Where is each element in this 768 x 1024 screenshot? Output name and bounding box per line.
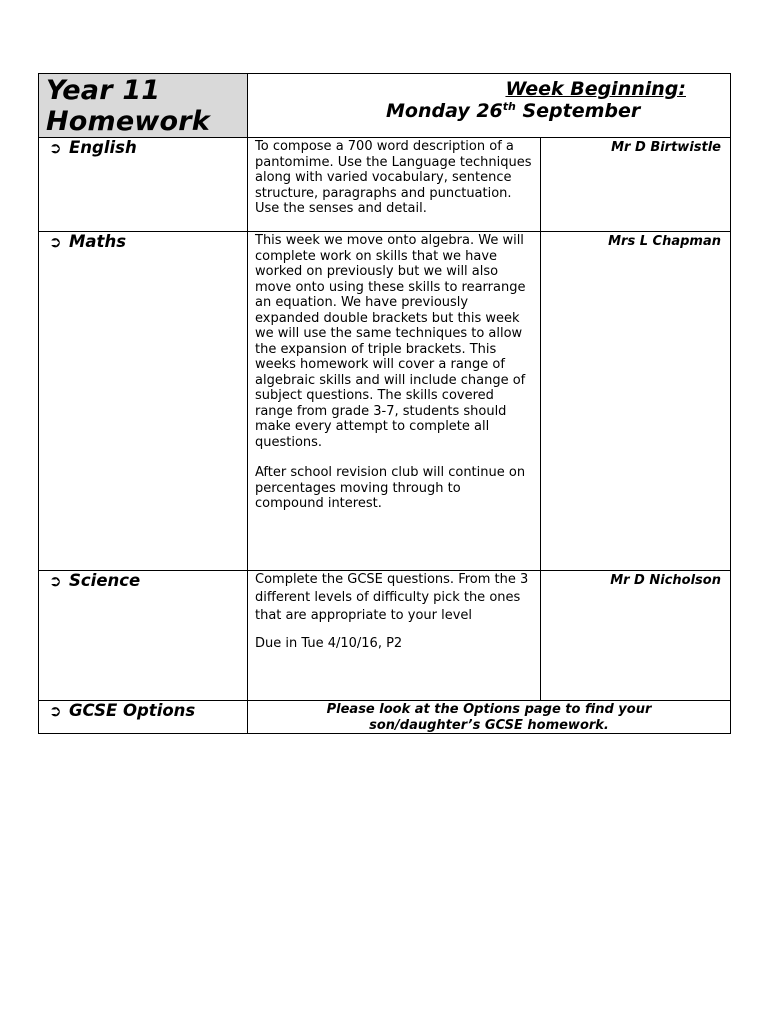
description-cell: [248, 232, 541, 571]
circled-arrow-right-icon: ➲: [49, 702, 62, 720]
title-cell: [39, 74, 248, 138]
circled-arrow-right-icon: ➲: [49, 572, 62, 590]
due-date-text: Due in Tue 4/10/16, P2: [255, 636, 403, 651]
week-date: [248, 100, 730, 132]
options-note: Please look at the Options page to find your son/daughter’s GCSE homework.: [326, 702, 652, 733]
teacher-name: Mr D Nicholson: [610, 573, 721, 588]
teacher-name: Mrs L Chapman: [608, 234, 721, 249]
subject-row-maths: [39, 232, 731, 571]
description-text: After school revision club will continue on percentages moving through to compound interest.: [255, 465, 526, 511]
teacher-cell: [541, 232, 731, 571]
subject-cell: [39, 138, 248, 232]
title-line-1: Year 11: [46, 75, 161, 106]
homework-table: [38, 73, 731, 734]
description-text: This week we move onto algebra. We will complete work on skills that we have worked on previously but we will also move onto using these skills to rearrange an equation. We have previously expanded double brackets but this week we will use the same techniques to allow the expansion of triple brackets. This weeks homework will cover a range of algebraic skills and will include change of subject questions. The skills covered range from grade 3-7, students should make every attempt to complete all questions.: [255, 233, 526, 450]
subject-cell: [39, 232, 248, 571]
title-line-2: Homework: [46, 106, 210, 137]
circled-arrow-right-icon: ➲: [49, 139, 62, 157]
subject-name: Science: [69, 571, 141, 590]
subject-name: GCSE Options: [69, 701, 196, 720]
week-beginning-label: Week Beginning:: [505, 78, 686, 100]
subject-name: Maths: [69, 232, 127, 251]
gcse-options-row: [39, 701, 731, 734]
subject-cell: [39, 701, 248, 734]
week-day: Monday 26: [386, 100, 503, 122]
circled-arrow-right-icon: ➲: [49, 233, 62, 251]
week-day-suffix: th: [502, 100, 516, 113]
options-note-cell: [248, 701, 731, 734]
description-cell: [248, 571, 541, 701]
description-cell: [248, 138, 541, 232]
teacher-cell: [541, 138, 731, 232]
description-text: Complete the GCSE questions. From the 3 different levels of difficulty pick the ones that are appropriate to your level: [255, 572, 529, 623]
subject-cell: [39, 571, 248, 701]
week-month: September: [522, 100, 641, 122]
subject-name: English: [69, 138, 137, 157]
teacher-cell: [541, 571, 731, 701]
description-text: To compose a 700 word description of a pantomime. Use the Language techniques along with varied vocabulary, sentence structure, paragraphs and punctuation. Use the senses and detail.: [255, 139, 532, 216]
document-title: [39, 74, 247, 137]
header-row: [39, 74, 731, 138]
subject-row-science: [39, 571, 731, 701]
subject-row-english: [39, 138, 731, 232]
week-beginning-cell: [248, 74, 731, 138]
teacher-name: Mr D Birtwistle: [611, 140, 721, 155]
